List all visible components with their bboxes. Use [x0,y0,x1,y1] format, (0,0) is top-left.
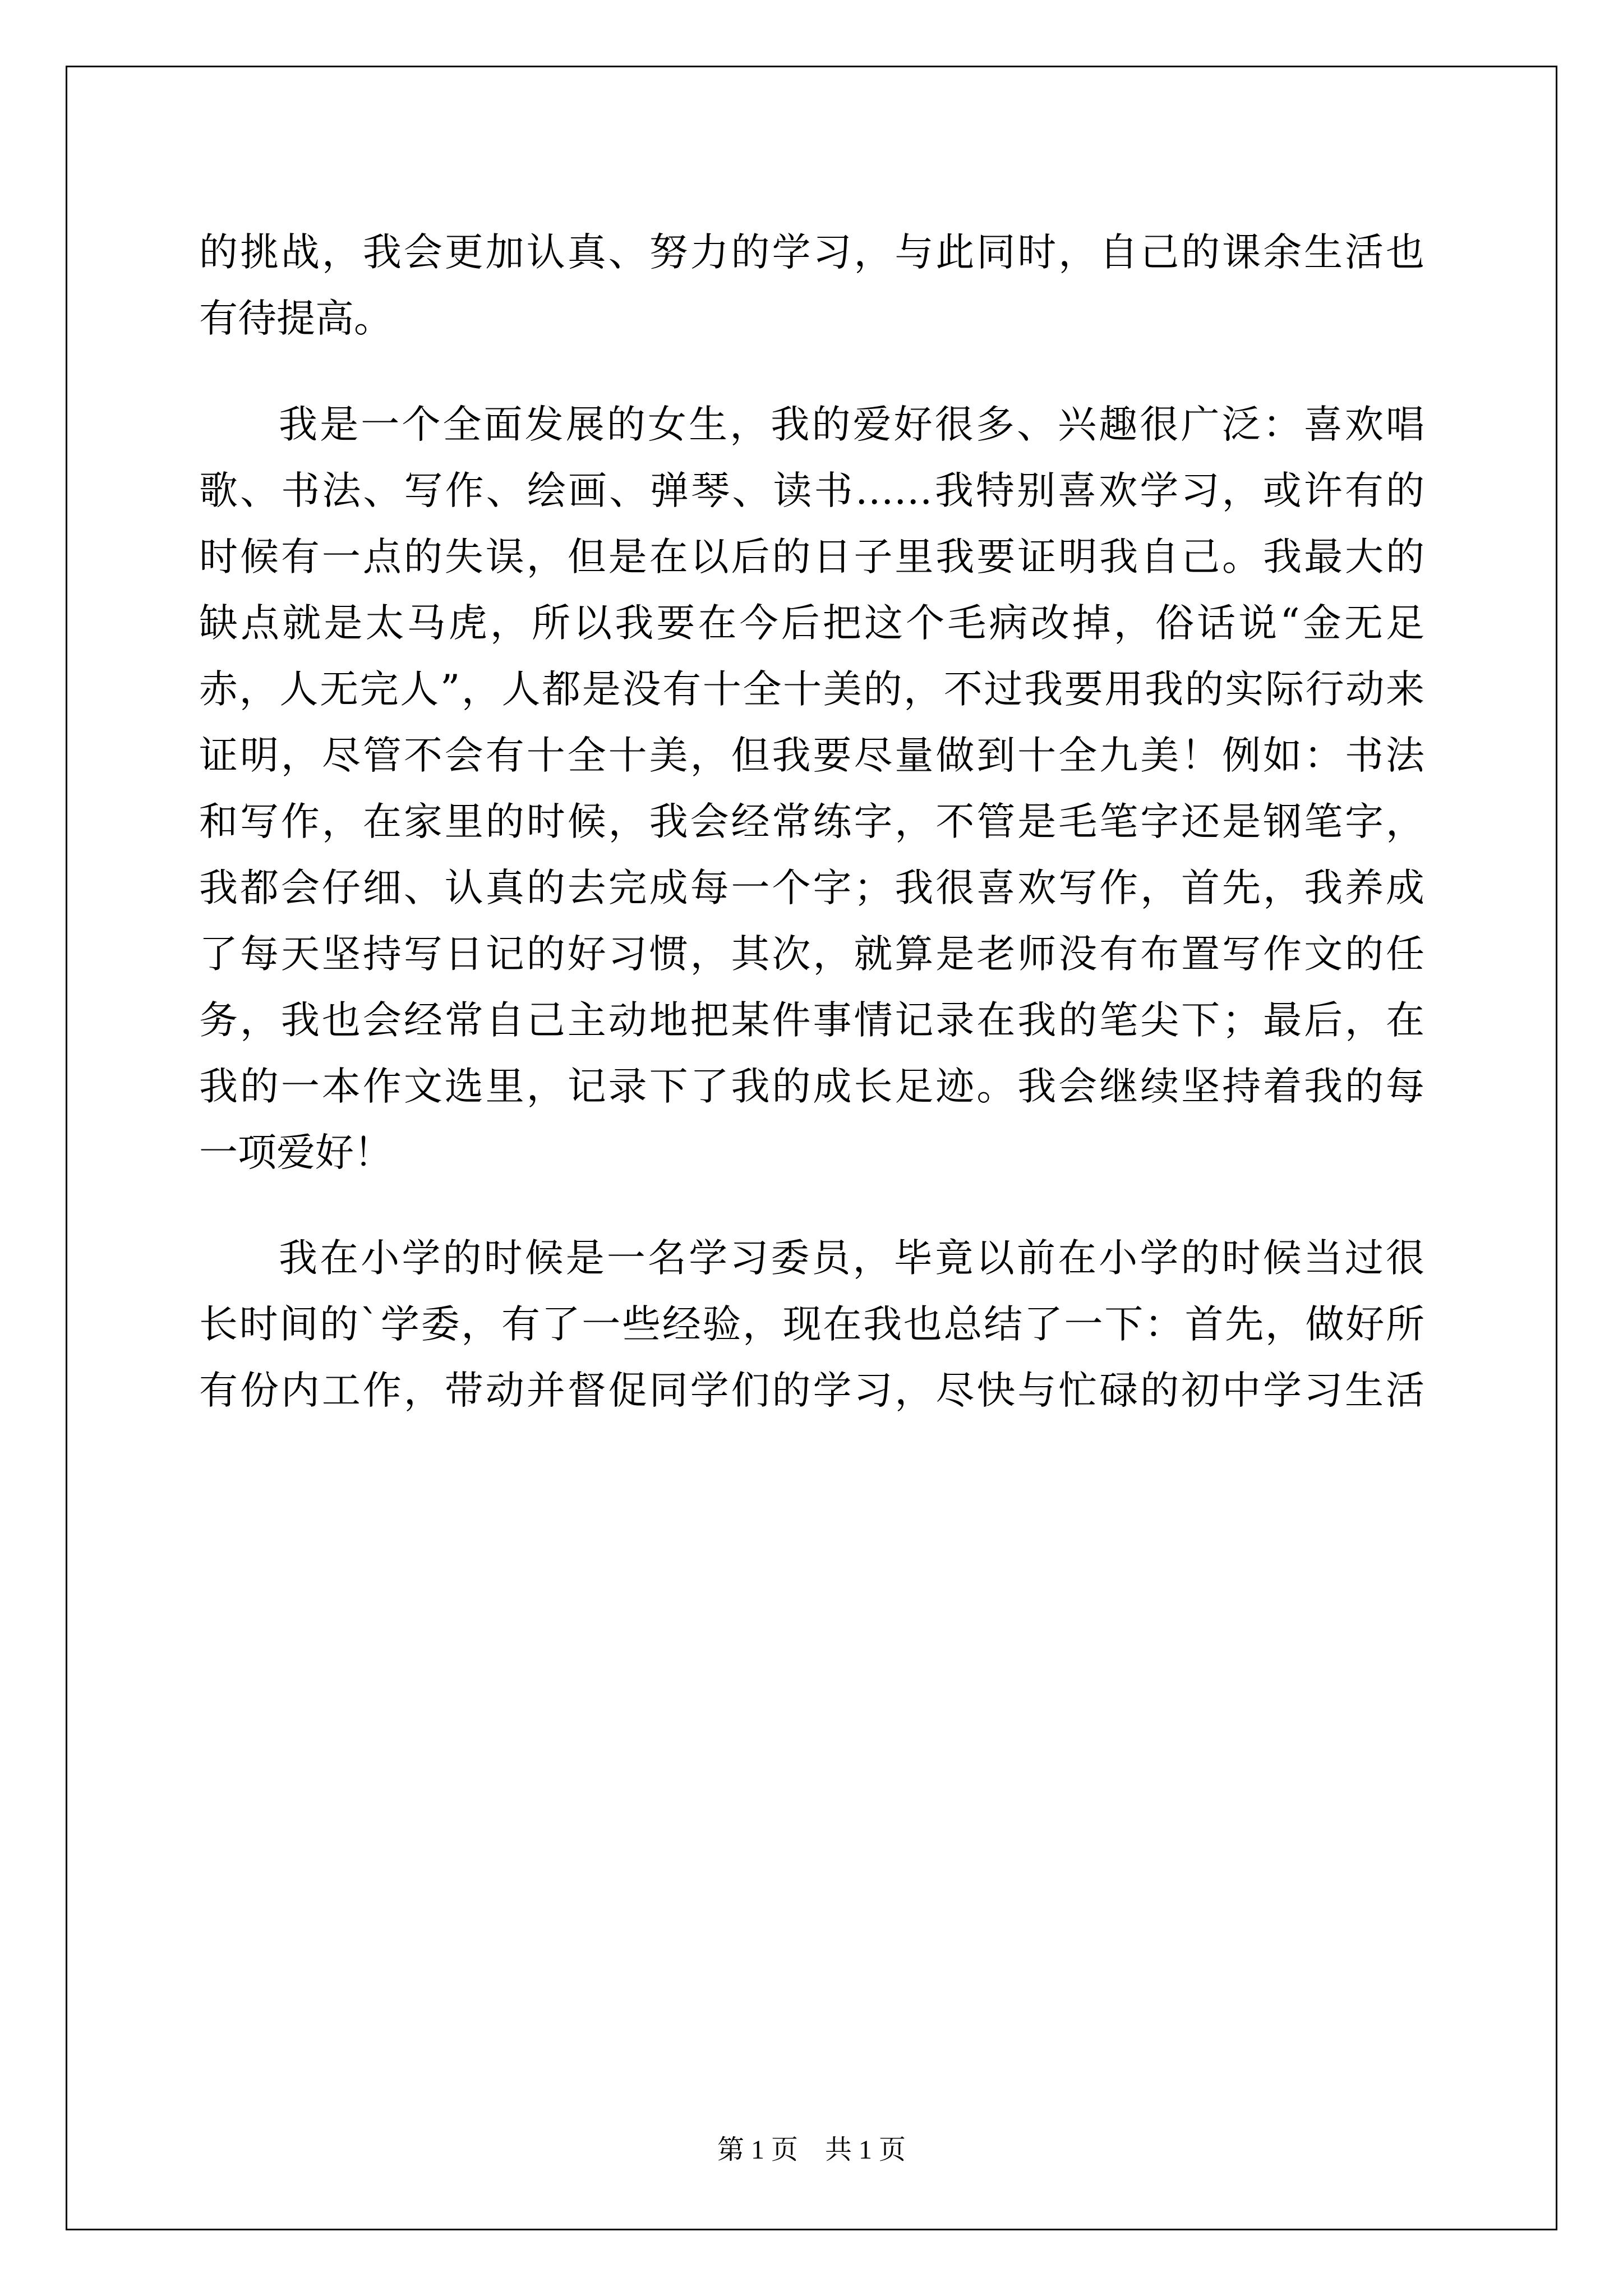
body-text-line: 务，我也会经常自己主动地把某件事情记录在我的笔尖下；最后，在 [199,998,1424,1043]
body-text-line: 我是一个全面发展的女生，我的爱好很多、兴趣很广泛：喜欢唱 [279,402,1424,447]
body-text-line: 和写作，在家里的时候，我会经常练字，不管是毛笔字还是钢笔字， [199,799,1424,844]
body-text-line: 时候有一点的失误，但是在以后的日子里我要证明我自己。我最大的 [199,535,1424,579]
body-text-line: 有待提高。 [199,296,393,341]
body-text-line: 长时间的`学委，有了一些经验，现在我也总结了一下：首先，做好所 [199,1302,1424,1347]
body-text-line: 赤，人无完人”，人都是没有十全十美的，不过我要用我的实际行动来 [199,667,1424,712]
body-text-line: 缺点就是太马虎，所以我要在今后把这个毛病改掉，俗话说“金无足 [199,601,1424,646]
body-text-line: 我都会仔细、认真的去完成每一个字；我很喜欢写作，首先，我养成 [199,866,1424,910]
page-number-footer: 第 1 页 共 1 页 [717,2135,906,2165]
body-text-line: 歌、书法、写作、绘画、弹琴、读书……我特别喜欢学习，或许有的 [199,468,1424,513]
body-text-line: 有份内工作，带动并督促同学们的学习，尽快与忙碌的初中学习生活 [199,1368,1424,1413]
body-text-line: 我在小学的时候是一名学习委员，毕竟以前在小学的时候当过很 [279,1236,1424,1281]
body-text-line: 的挑战，我会更加认真、努力的学习，与此同时，自己的课余生活也 [199,230,1424,275]
body-text-line: 我的一本作文选里，记录下了我的成长足迹。我会继续坚持着我的每 [199,1064,1424,1109]
body-text-line: 一项爱好！ [199,1130,393,1175]
body-text-line: 了每天坚持写日记的好习惯，其次，就算是老师没有布置写作文的任 [199,932,1424,977]
body-text-line: 证明，尽管不会有十全十美，但我要尽量做到十全九美！例如：书法 [199,733,1424,778]
